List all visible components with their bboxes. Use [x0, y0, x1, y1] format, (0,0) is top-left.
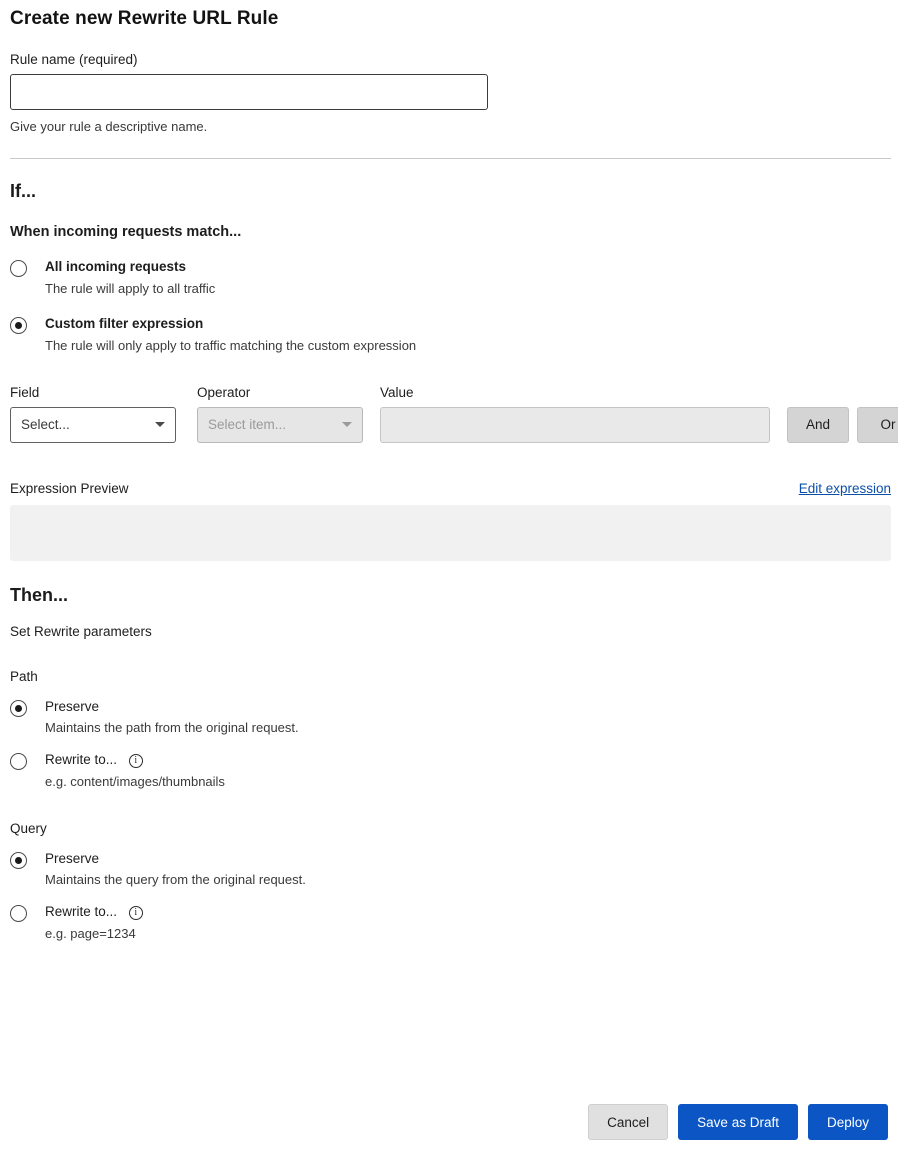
save-as-draft-button[interactable]: Save as Draft — [678, 1104, 798, 1140]
radio-custom-filter-expression-desc: The rule will only apply to traffic matching the custom expression — [45, 337, 417, 353]
field-select[interactable] — [10, 407, 176, 443]
radio-path-preserve-desc: Maintains the path from the original request. — [45, 720, 299, 736]
create-rewrite-url-rule-form — [0, 8, 898, 1013]
if-section-heading: If... — [10, 181, 36, 201]
radio-query-rewrite-indicator[interactable] — [10, 905, 27, 922]
edit-expression-link[interactable]: Edit expression — [798, 480, 891, 496]
radio-custom-filter-expression-title: Custom filter expression — [45, 316, 204, 332]
radio-path-rewrite-title-row — [45, 751, 225, 769]
filter-expression-builder — [10, 384, 896, 443]
radio-query-preserve[interactable] — [10, 850, 888, 889]
chevron-down-icon — [155, 422, 165, 427]
radio-path-preserve-title: Preserve — [45, 698, 100, 714]
radio-all-incoming-requests-desc: The rule will apply to all traffic — [45, 280, 216, 296]
radio-all-incoming-requests-title: All incoming requests — [45, 259, 187, 274]
path-group-label: Path — [10, 668, 38, 684]
deploy-button[interactable]: Deploy — [808, 1104, 888, 1140]
radio-query-rewrite-title: Rewrite to... — [45, 904, 118, 920]
radio-query-rewrite-title-row — [45, 903, 143, 921]
radio-path-rewrite[interactable] — [10, 751, 888, 790]
radio-path-rewrite-title: Rewrite to... — [45, 752, 118, 768]
radio-all-incoming-requests-indicator[interactable] — [10, 260, 27, 277]
expression-preview-box — [10, 505, 891, 561]
section-divider — [10, 158, 891, 159]
field-label: Field — [10, 384, 40, 400]
cancel-button[interactable]: Cancel — [588, 1104, 668, 1140]
expression-preview-header — [10, 481, 891, 496]
if-section-subheading: When incoming requests match... — [10, 224, 242, 240]
radio-path-rewrite-indicator[interactable] — [10, 753, 27, 770]
radio-path-preserve[interactable] — [10, 698, 888, 737]
operator-label: Operator — [197, 384, 251, 400]
radio-query-rewrite[interactable] — [10, 903, 888, 942]
radio-query-preserve-title: Preserve — [45, 850, 100, 866]
or-button[interactable]: Or — [857, 407, 898, 443]
radio-custom-filter-expression[interactable] — [10, 315, 888, 354]
form-actions — [588, 1104, 888, 1140]
radio-query-preserve-desc: Maintains the query from the original request. — [45, 872, 306, 888]
page-title: Create new Rewrite URL Rule — [10, 8, 279, 29]
and-button[interactable]: And — [787, 407, 849, 443]
then-section-heading: Then... — [10, 584, 68, 605]
radio-query-preserve-indicator[interactable] — [10, 852, 27, 869]
value-label: Value — [380, 384, 414, 400]
chevron-down-icon — [342, 422, 352, 427]
then-section-subheading: Set Rewrite parameters — [10, 623, 152, 639]
rule-name-helper: Give your rule a descriptive name. — [10, 119, 208, 134]
rule-name-label: Rule name (required) — [10, 52, 138, 67]
rule-name-input[interactable] — [10, 74, 488, 110]
radio-path-rewrite-desc: e.g. content/images/thumbnails — [45, 773, 225, 789]
radio-all-incoming-requests[interactable] — [10, 258, 888, 297]
info-icon[interactable]: i — [129, 906, 143, 920]
value-input[interactable] — [380, 407, 770, 443]
operator-select-value: Select item... — [208, 417, 287, 433]
expression-preview-label: Expression Preview — [10, 480, 129, 496]
operator-select[interactable] — [197, 407, 363, 443]
radio-custom-filter-expression-indicator[interactable] — [10, 317, 27, 334]
field-select-value: Select... — [21, 417, 70, 433]
info-icon[interactable]: i — [129, 754, 143, 768]
radio-path-preserve-indicator[interactable] — [10, 700, 27, 717]
radio-query-rewrite-desc: e.g. page=1234 — [45, 925, 136, 941]
query-group-label: Query — [10, 820, 47, 836]
bottom-spacer — [10, 943, 888, 1013]
